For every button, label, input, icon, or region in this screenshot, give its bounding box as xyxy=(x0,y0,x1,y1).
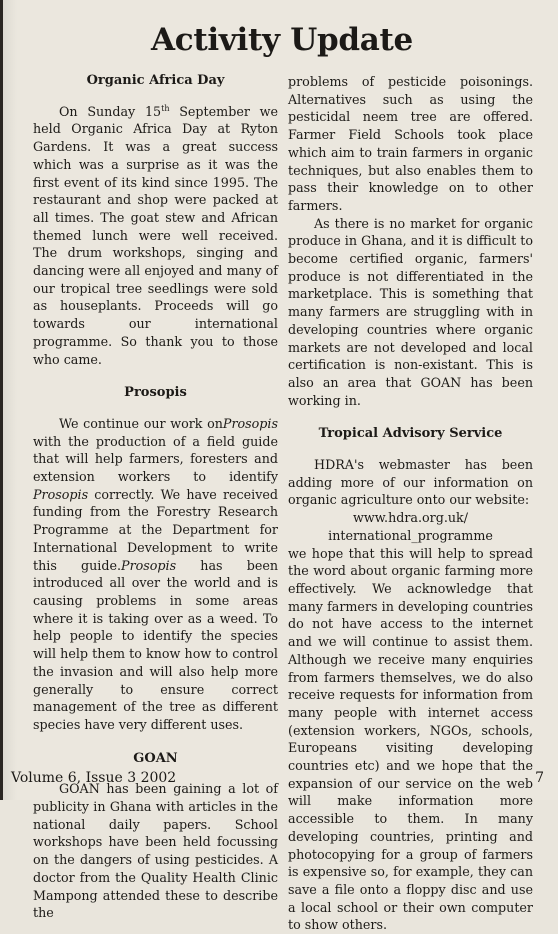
page-title: Activity Update xyxy=(151,22,413,58)
paragraph-organic-africa-day xyxy=(33,103,278,369)
page-number: 7 xyxy=(535,770,544,786)
heading-goan: GOAN xyxy=(133,750,178,766)
oad-text-b: September we held Organic Africa Day at Ryton Gardens. It was a great success which was a surprise as it was the first event of its kind since 1995. The restaurant and shop were packed at all times. The goat stew and African themed lunch were well received. The drum workshops, singing and dancing were all enjoyed and many of our tropical tree seedlings were sold as houseplants. Proceeds will go towards our international programme. So thank you to those who came. xyxy=(33,103,279,367)
footer-issue: Volume 6, Issue 3 2002 xyxy=(11,770,177,786)
website-url-line-1[interactable]: www.hdra.org.uk/ xyxy=(352,510,469,526)
prosopis-italic-1: Prosopis xyxy=(222,415,278,431)
paragraph-goan-market: As there is no market for organic produce in Ghana, and it is difficult to become certified organic, farmers' produce is not differentiated in the marketplace. This is something that many farmers are struggling with in developing countries where organic markets are not developed and local certification is non-existant. This is also an area that GOAN has been working in. xyxy=(288,215,533,408)
paragraph-goan: GOAN has been gaining a lot of publicity in Ghana with articles in the national daily papers. School workshops have been held focussing on the dangers of using pesticides. A doctor from the Quality Health Clinic Mampong attended these to describe the xyxy=(33,781,278,921)
heading-organic-africa-day: Organic Africa Day xyxy=(86,73,225,88)
prosopis-text-c: correctly. We have received funding from the Forestry Research Programme at the Department for International Development to write this guide. xyxy=(33,486,278,573)
heading-prosopis: Prosopis xyxy=(124,385,187,401)
prosopis-text-d: has been introduced all over the world and is causing problems in some areas where it is taking over as a weed. To help people to identify the species will help them to know how to control the invasion and will also help more generally to ensure correct management of the tree as different species have very different uses. xyxy=(33,557,279,732)
oad-text-a: On Sunday 15 xyxy=(59,103,162,119)
left-column xyxy=(33,72,278,922)
prosopis-italic-3: Prosopis xyxy=(121,557,177,573)
prosopis-text-b: with the production of a field guide that will help farmers, foresters and extension workers to identify xyxy=(33,433,278,485)
paragraph-tas-intro: HDRA's webmaster has been adding more of our information on organic agriculture onto our website: xyxy=(288,457,533,508)
paragraph-tas-body: we hope that this will help to spread the word about organic farming more effectively. We acknowledge that many farmers in developing countries do not have access to the internet and we will continue to assist them. Although we receive many enquiries from farmers themselves, we do also receive requests for information from many people with internet access (extension workers, NGOs, schools, Europeans visiting developing countries etc) and we hope that the expansion of our service on the web will make information more accessible to them. In many developing countries, printing and photocopying for a group of farmers is expensive so, for example, they can save a file onto a floppy disc and use a local school or their own computer to show others. xyxy=(288,545,533,933)
right-column xyxy=(288,73,533,934)
oad-superscript: th xyxy=(161,103,170,113)
prosopis-italic-2: Prosopis xyxy=(33,486,89,502)
prosopis-text-a: We continue our work on xyxy=(59,415,223,431)
paragraph-goan-continued: problems of pesticide poisonings. Alternatives such as using the pesticidal neem tree are offered. Farmer Field Schools took place which aim to train farmers in organic techniques, but also enables them to pass their knowledge on to other farmers. xyxy=(288,74,533,213)
paragraph-prosopis xyxy=(33,415,278,734)
heading-tropical-advisory-service: Tropical Advisory Service xyxy=(318,426,503,442)
website-url-line-2[interactable]: international_programme xyxy=(328,527,493,543)
